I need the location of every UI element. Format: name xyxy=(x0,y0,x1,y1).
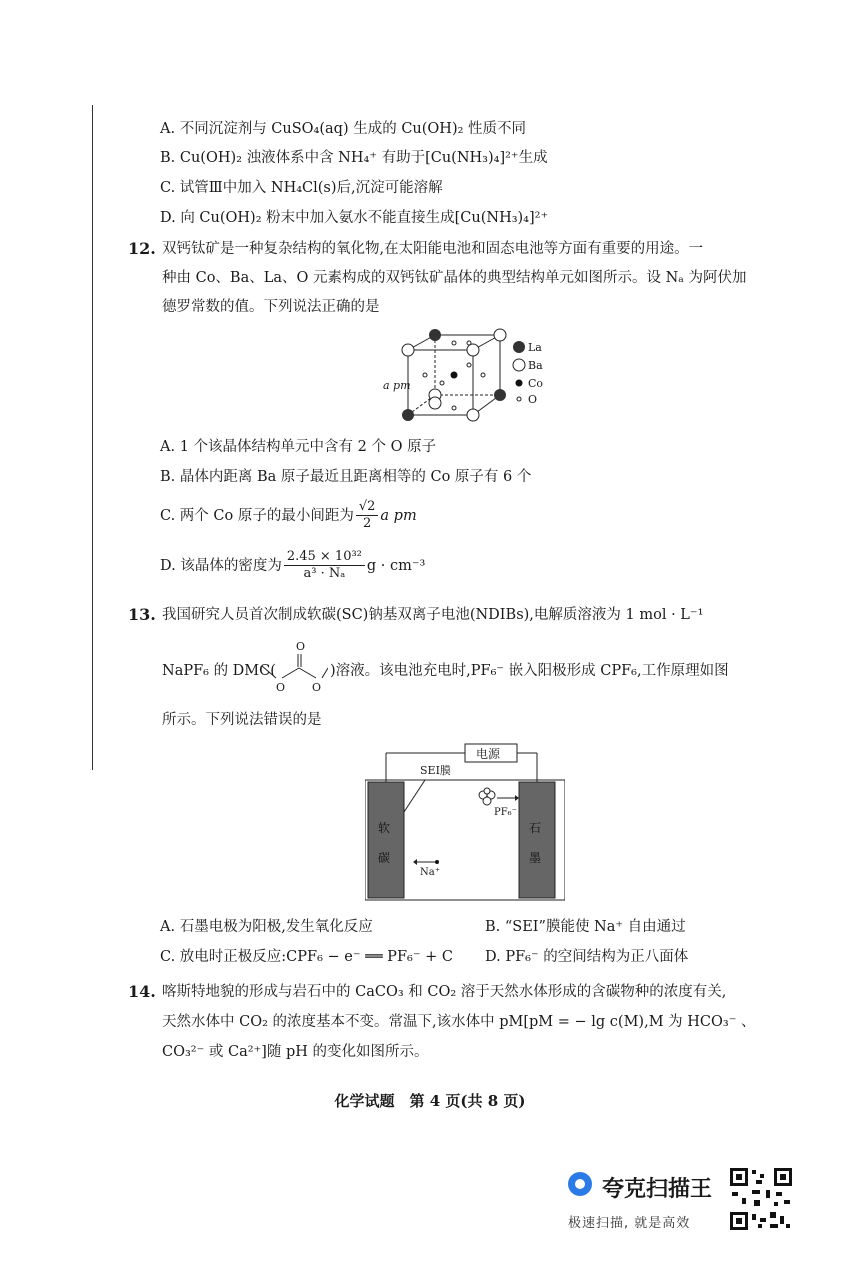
watermark-title: 夸克扫描王 xyxy=(602,1177,713,1202)
sei-film-label: SEI膜 xyxy=(420,764,451,777)
q12-stem-line1: 双钙钛矿是一种复杂结构的氧化物,在太阳能电池和固态电池等方面有重要的用途。一 xyxy=(162,241,704,257)
q12-option-c-numerator: √2 xyxy=(356,500,379,516)
atom-la xyxy=(429,329,441,341)
q13-stem-line1: 我国研究人员首次制成软碳(SC)钠基双离子电池(NDIBs),电解质溶液为 1 mol · L⁻¹ xyxy=(162,607,704,623)
q13-option-d: D. PF₆⁻ 的空间结构为正八面体 xyxy=(485,949,689,965)
q13-option-a: A. 石墨电极为阳极,发生氧化反应 xyxy=(160,919,373,935)
pf6-ion-label: PF₆⁻ xyxy=(494,807,517,818)
q11-option-c: C. 试管Ⅲ中加入 NH₄Cl(s)后,沉淀可能溶解 xyxy=(160,180,443,196)
q14-stem-line1: 喀斯特地貌的形成与岩石中的 CaCO₃ 和 CO₂ 溶于天然水体形成的含碳物种的浓度有关, xyxy=(162,984,727,1000)
q14-stem-line3: CO₃²⁻ 或 Ca²⁺]随 pH 的变化如图所示。 xyxy=(162,1044,429,1060)
power-label: 电源 xyxy=(476,747,501,761)
dmc-carbonyl-o: O xyxy=(296,640,306,653)
legend-co: Co xyxy=(528,377,544,390)
q13-stem-line2-suffix: )溶液。该电池充电时,PF₆⁻ 嵌入阳极形成 CPF₆,工作原理如图 xyxy=(330,663,729,679)
q12-option-b: B. 晶体内距离 Ba 原子最近且距离相等的 Co 原子有 6 个 xyxy=(160,469,532,485)
graphite-label-1: 石 xyxy=(529,821,542,835)
q12-option-c-unit: a pm xyxy=(380,507,417,524)
q12-number: 12. xyxy=(128,239,156,258)
crystal-structure-figure xyxy=(380,325,560,425)
q12-option-d-text: D. 该晶体的密度为 xyxy=(160,557,282,574)
q13-option-c: C. 放电时正极反应:CPF₆ − e⁻ ══ PF₆⁻ + C xyxy=(160,949,453,965)
dmc-ester-o-left: O xyxy=(276,681,286,694)
q12-option-d-numerator: 2.45 × 10³² xyxy=(284,550,365,566)
soft-carbon-label-1: 软 xyxy=(378,821,391,835)
q13-option-b: B. “SEI”膜能使 Na⁺ 自由通过 xyxy=(485,919,686,935)
q12-option-c xyxy=(160,500,417,532)
q11-option-d: D. 向 Cu(OH)₂ 粉末中加入氨水不能直接生成[Cu(NH₃)₄]²⁺ xyxy=(160,210,549,226)
legend-la: La xyxy=(528,341,542,354)
q12-option-c-text: C. 两个 Co 原子的最小间距为 xyxy=(160,507,354,524)
watermark-subtitle: 极速扫描, 就是高效 xyxy=(568,1216,691,1231)
q14-stem-line2: 天然水体中 CO₂ 的浓度基本不变。常温下,该水体中 pM[pM = − lg c(M),M 为 HCO₃⁻ 、 xyxy=(162,1014,756,1030)
q11-option-a: A. 不同沉淀剂与 CuSO₄(aq) 生成的 Cu(OH)₂ 性质不同 xyxy=(160,121,527,137)
legend-o: O xyxy=(528,393,538,406)
q12-stem-line3: 德罗常数的值。下列说法正确的是 xyxy=(162,299,380,315)
margin-line xyxy=(92,105,93,770)
na-ion-label: Na⁺ xyxy=(420,867,440,878)
q14-number: 14. xyxy=(128,982,156,1001)
q12-option-d-denominator: a³ · Nₐ xyxy=(303,566,346,582)
soft-carbon-electrode xyxy=(368,782,404,898)
legend-ba: Ba xyxy=(528,359,543,372)
page-footer: 化学试题 第 4 页(共 8 页) xyxy=(334,1092,526,1110)
q13-number: 13. xyxy=(128,605,156,624)
qr-code-icon xyxy=(730,1168,792,1230)
q12-option-a: A. 1 个该晶体结构单元中含有 2 个 O 原子 xyxy=(160,439,437,455)
q12-option-d-unit: g · cm⁻³ xyxy=(366,557,426,574)
dmc-ester-o-right: O xyxy=(312,681,322,694)
q11-option-b: B. Cu(OH)₂ 浊液体系中含 NH₄⁺ 有助于[Cu(NH₃)₄]²⁺生成 xyxy=(160,150,548,166)
graphite-electrode xyxy=(519,782,555,898)
soft-carbon-label-2: 碳 xyxy=(378,851,391,865)
q12-option-d xyxy=(160,550,425,582)
scanner-logo-icon xyxy=(568,1172,592,1196)
legend-markers xyxy=(512,340,526,406)
edge-length-label: a pm xyxy=(383,379,411,392)
q13-stem-line3: 所示。下列说法错误的是 xyxy=(162,712,322,728)
graphite-label-2: 墨 xyxy=(529,851,542,865)
q12-option-c-denominator: 2 xyxy=(362,516,372,532)
q13-stem-line2-prefix: NaPF₆ 的 DMC( xyxy=(162,663,276,679)
q12-stem-line2: 种由 Co、Ba、La、O 元素构成的双钙钛矿晶体的典型结构单元如图所示。设 Nₐ 为阿伏加 xyxy=(162,270,747,286)
